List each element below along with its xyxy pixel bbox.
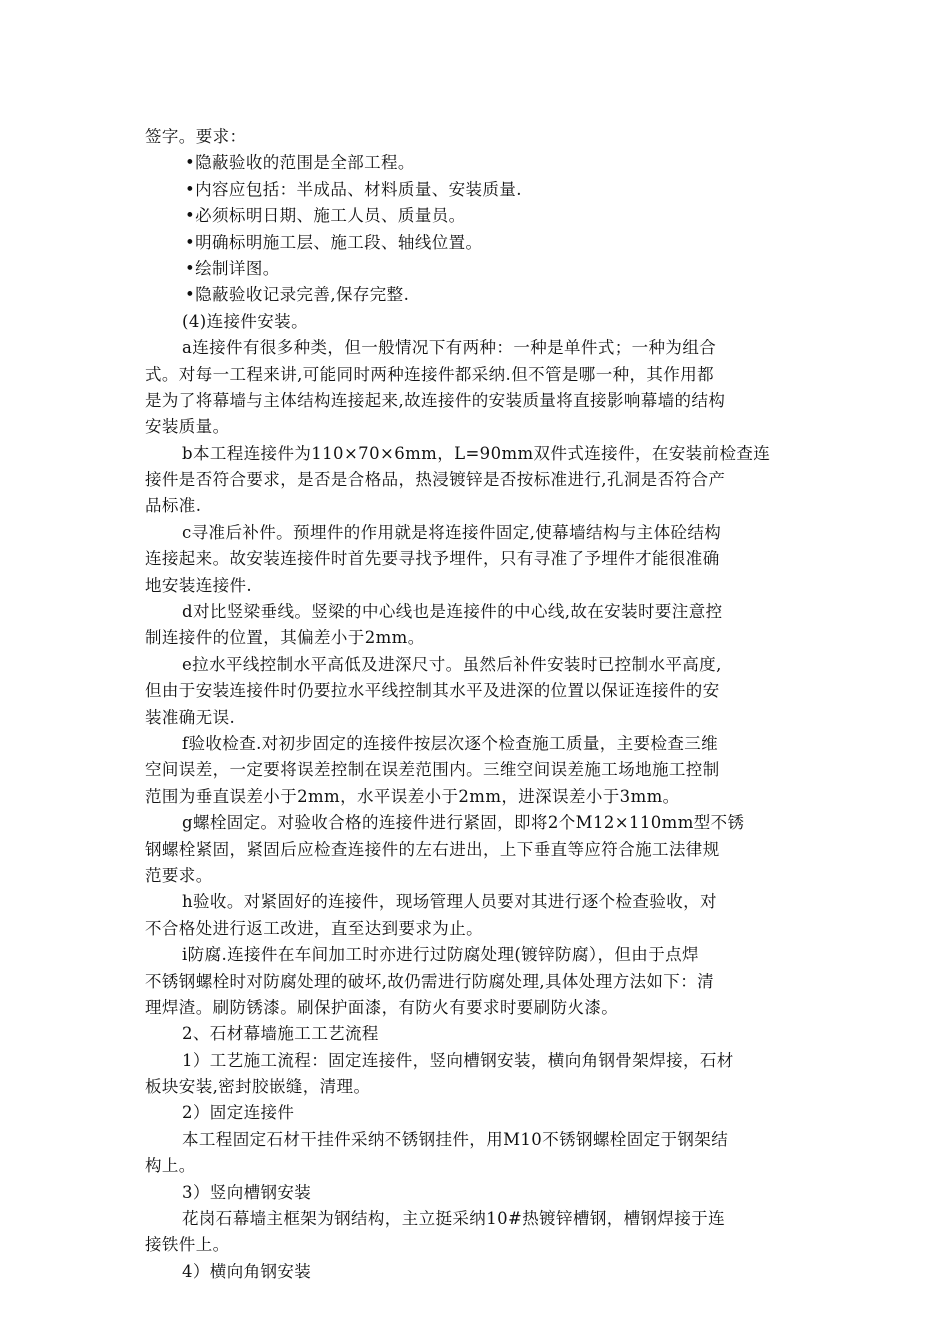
text-line: 接件是否符合要求，是否是合格品，热浸镀锌是否按标准进行,孔洞是否符合产 (145, 470, 726, 490)
text-line: (4)连接件安装。 (182, 311, 308, 331)
text-line: 式。对每一工程来讲,可能同时两种连接件都采纳.但不管是哪一种，其作用都 (145, 364, 714, 384)
text-line: 范围为垂直误差小于2mm，水平误差小于2mm，进深误差小于3mm。 (145, 786, 680, 806)
text-line: 钢螺栓紧固，紧固后应检查连接件的左右进出，上下垂直等应符合施工法律规 (145, 839, 720, 859)
text-line: 品标准. (145, 496, 202, 516)
text-line: d对比竖梁垂线。竖梁的中心线也是连接件的中心线,故在安装时要注意控 (182, 602, 723, 622)
bullet-item: •隐蔽验收的范围是全部工程。 (185, 153, 415, 173)
text-line: 制连接件的位置，其偏差小于2mm。 (145, 628, 425, 648)
text-line: i防腐.连接件在车间加工时亦进行过防腐处理(镀锌防腐），但由于点焊 (182, 945, 699, 965)
text-line: e拉水平线控制水平高低及进深尺寸。虽然后补件安装时已控制水平高度, (182, 654, 722, 674)
text-line: f验收检查.对初步固定的连接件按层次逐个检查施工质量，主要检查三维 (182, 733, 719, 753)
text-line: 本工程固定石材干挂件采纳不锈钢挂件，用M10不锈钢螺栓固定于钢架结 (182, 1129, 729, 1149)
text-line: g螺栓固定。对验收合格的连接件进行紧固，即将2个M12×110mm型不锈 (182, 813, 745, 833)
text-line: 板块安装,密封胶嵌缝，清理。 (145, 1077, 371, 1097)
text-line: 是为了将幕墙与主体结构连接起来,故连接件的安装质量将直接影响幕墙的结构 (145, 390, 726, 410)
text-line: c寻准后补件。预埋件的作用就是将连接件固定,使幕墙结构与主体砼结构 (182, 522, 722, 542)
text-line: 1）工艺施工流程：固定连接件，竖向槽钢安装，横向角钢骨架焊接，石材 (182, 1050, 734, 1070)
text-line: 但由于安装连接件时仍要拉水平线控制其水平及进深的位置以保证连接件的安 (145, 681, 720, 701)
text-line: 2）固定连接件 (182, 1103, 295, 1123)
text-line: 地安装连接件. (145, 575, 253, 595)
text-line: 不合格处进行返工改进，直至达到要求为止。 (145, 918, 483, 938)
text-line: 空间误差，一定要将误差控制在误差范围内。三维空间误差施工场地施工控制 (145, 760, 720, 780)
text-line: 4）横向角钢安装 (182, 1261, 312, 1281)
bullet-item: •绘制详图。 (185, 258, 280, 278)
text-line: 装准确无误. (145, 707, 236, 727)
text-line: h验收。对紧固好的连接件，现场管理人员要对其进行逐个检查验收，对 (182, 892, 717, 912)
bullet-item: •内容应包括：半成品、材料质量、安装质量. (185, 179, 522, 199)
text-line: 3）竖向槽钢安装 (182, 1182, 312, 1202)
bullet-item: •明确标明施工层、施工段、轴线位置。 (185, 232, 483, 252)
text-line: 花岗石幕墙主框架为钢结构，主立挺采纳10#热镀锌槽钢，槽钢焊接于连 (182, 1209, 726, 1229)
text-line: 安装质量。 (145, 417, 230, 437)
text-line: b本工程连接件为110×70×6mm，L=90mm双件式连接件，在安装前检查连 (182, 443, 771, 463)
text-line: 理焊渣。刷防锈漆。刷保护面漆，有防火有要求时要刷防火漆。 (145, 997, 619, 1017)
document-body (145, 124, 807, 1285)
bullet-item: •必须标明日期、施工人员、质量员。 (185, 206, 466, 226)
text-line: 连接起来。故安装连接件时首先要寻找予埋件，只有寻准了予埋件才能很准确 (145, 549, 720, 569)
text-line: 签字。要求： (145, 127, 247, 146)
text-line: 构上。 (145, 1156, 196, 1176)
text-line: 2、石材幕墙施工工艺流程 (182, 1024, 379, 1044)
text-line: 范要求。 (145, 865, 213, 885)
text-line: a连接件有很多种类，但一般情况下有两种：一种是单件式；一种为组合 (182, 338, 717, 358)
text-line: 接铁件上。 (145, 1235, 230, 1255)
bullet-item: •隐蔽验收记录完善,保存完整. (185, 285, 410, 305)
text-line: 不锈钢螺栓时对防腐处理的破坏,故仍需进行防腐处理,具体处理方法如下：清 (145, 971, 714, 991)
